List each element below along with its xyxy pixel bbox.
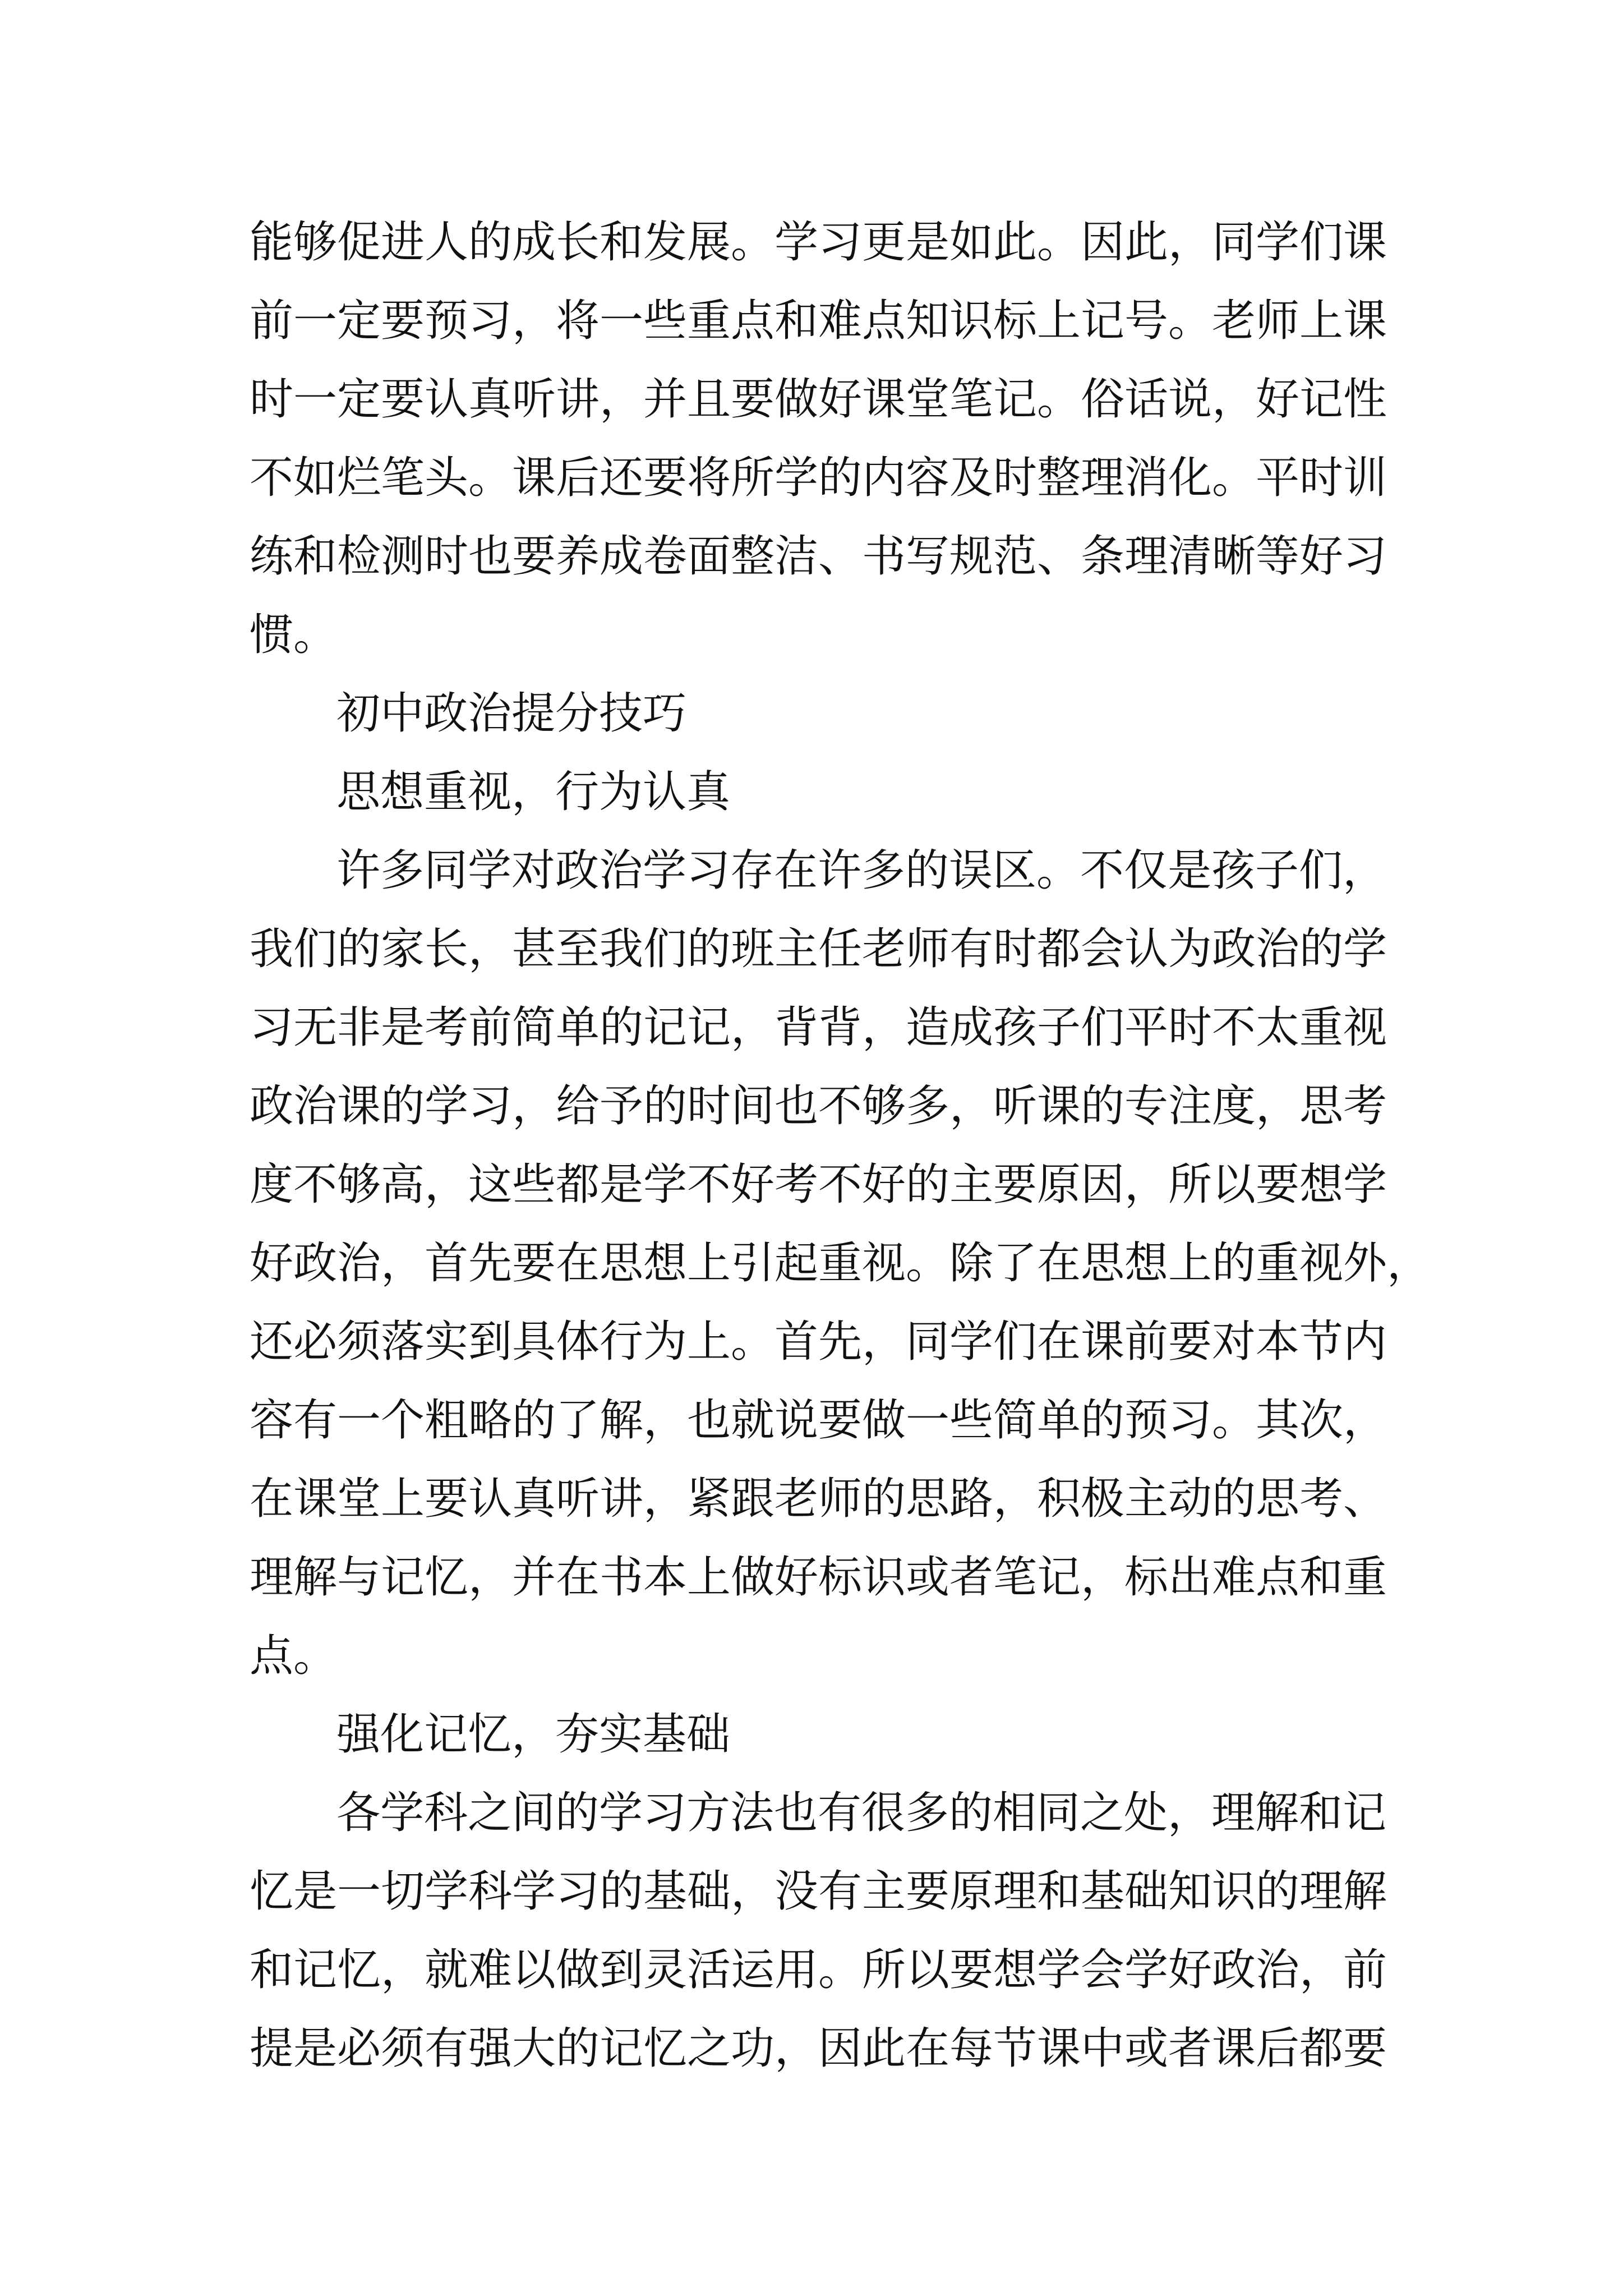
section-heading: 初中政治提分技巧 (336, 688, 687, 739)
text-line: 练和检测时也要养成卷面整洁、书写规范、条理清晰等好习 (250, 531, 1387, 582)
text-line: 时一定要认真听讲，并且要做好课堂笔记。俗话说，好记性 (250, 374, 1387, 425)
text-line: 点。 (250, 1631, 338, 1681)
text-line: 容有一个粗略的了解，也就说要做一些简单的预习。其次， (250, 1395, 1387, 1446)
text-line: 度不够高，这些都是学不好考不好的主要原因，所以要想学 (250, 1159, 1387, 1210)
subsection-heading: 思想重视，行为认真 (336, 767, 731, 817)
text-line: 惯。 (250, 610, 338, 660)
text-line: 能够促进人的成长和发展。学习更是如此。因此，同学们课 (250, 217, 1387, 268)
text-line: 习无非是考前简单的记记，背背，造成孩子们平时不太重视 (250, 1002, 1387, 1053)
text-line: 我们的家长，甚至我们的班主任老师有时都会认为政治的学 (250, 924, 1387, 974)
text-line: 提是必须有强大的记忆之功，因此在每节课中或者课后都要 (250, 2023, 1387, 2074)
text-line: 许多同学对政治学习存在许多的误区。不仅是孩子们， (336, 845, 1387, 896)
text-line: 政治课的学习，给予的时间也不够多，听课的专注度，思考 (250, 1081, 1387, 1131)
subsection-heading: 强化记忆，夯实基础 (336, 1709, 731, 1760)
text-line: 前一定要预习，将一些重点和难点知识标上记号。老师上课 (250, 296, 1387, 346)
text-line: 在课堂上要认真听讲，紧跟老师的思路，积极主动的思考、 (250, 1474, 1387, 1524)
text-line: 各学科之间的学习方法也有很多的相同之处，理解和记 (336, 1788, 1387, 1838)
text-line: 好政治，首先要在思想上引起重视。除了在思想上的重视外， (250, 1238, 1431, 1289)
text-line: 理解与记忆，并在书本上做好标识或者笔记，标出难点和重 (250, 1552, 1387, 1603)
text-line: 不如烂笔头。课后还要将所学的内容及时整理消化。平时训 (250, 453, 1387, 503)
text-line: 还必须落实到具体行为上。首先，同学们在课前要对本节内 (250, 1317, 1387, 1367)
text-line: 忆是一切学科学习的基础，没有主要原理和基础知识的理解 (250, 1866, 1387, 1917)
text-line: 和记忆，就难以做到灵活运用。所以要想学会学好政治，前 (250, 1945, 1387, 1995)
